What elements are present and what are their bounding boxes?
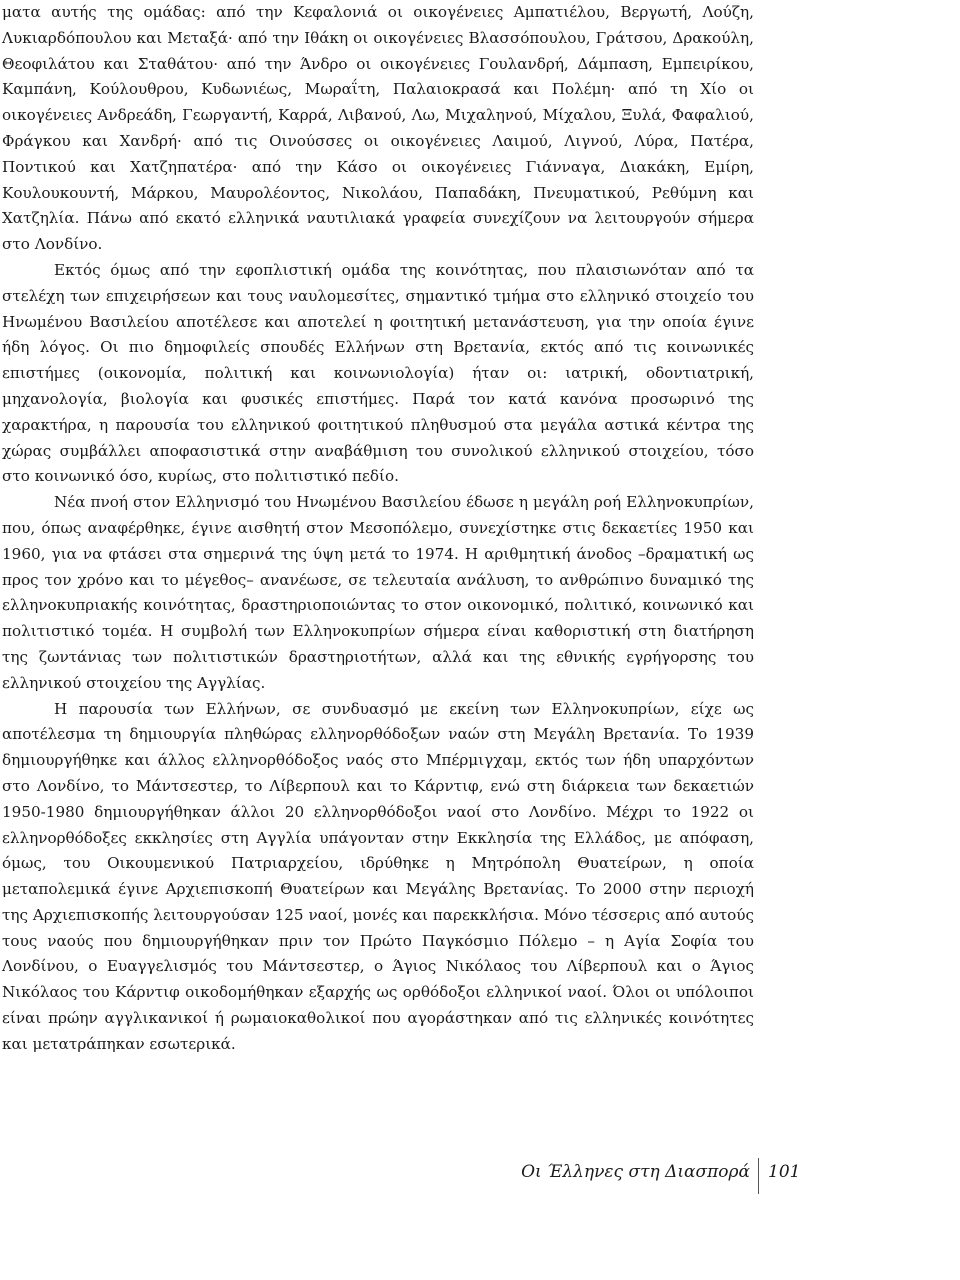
paragraph-2: Εκτός όμως από την εφοπλιστική ομάδα της κοινότητας, που πλαισιωνόταν από τα στελέχη των επιχειρήσεων και τους ναυλομεσίτες, σημαντικό τμήμα στο ελληνικό στοιχείο του Ηνωμένου Βασιλείου αποτέλεσε και αποτελεί η φοιτητική μετανάστευση, για την οποία έγινε ήδη λόγος. Οι πιο δημοφιλείς σπουδές Ελλήνων στη Βρετανία, εκτός από τις κοινωνικές επιστήμες (οικονομία, πολιτική και κοινωνιολογία) ήταν οι: ιατρική, οδοντιατρική, μηχανολογία, βιολογία και φυσικές επιστήμες. Παρά τον κατά κανόνα προσωρινό της χαρακτήρα, η παρουσία του ελληνικού φοιτητικού πληθυσμού στα μεγάλα αστικά κέντρα της χώρας συμβάλλει αποφασιστικά στην αναβάθμιση του συνολικού ελληνικού στοιχείου, τόσο στο κοινωνικό όσο, κυρίως, στο πολιτιστικό πεδίο. <box>2 260 754 486</box>
page-footer <box>0 1158 960 1198</box>
footer-divider <box>758 1158 759 1194</box>
paragraph-4: Η παρουσία των Ελλήνων, σε συνδυασμό με εκείνη των Ελληνοκυπρίων, είχε ως αποτέλεσμα τη δημιουργία πληθώρας ελληνορθόδοξων ναών στη Μεγάλη Βρετανία. Το 1939 δημιουργήθηκε και άλλος ελληνορθόδοξος ναός στο Μπέρμιγχαμ, εκτός των ήδη υπαρχόντων στο Λονδίνο, το Μάντσεστερ, το Λίβερπουλ και το Κάρντιφ, ενώ στη διάρκεια των δεκαετιών 1950-1980 δημιουργήθηκαν άλλοι 20 ελληνορθόδοξοι ναοί στο Λονδίνο. Μέχρι το 1922 οι ελληνορθόδοξες εκκλησίες στη Αγγλία υπάγονταν στην Εκκλησία της Ελλάδος, με απόφαση, όμως, του Οικουμενικού Πατριαρχείου, ιδρύθηκε η Μητρόπολη Θυατείρων, η οποία μεταπολεμικά έγινε Αρχιεπισκοπή Θυατείρων και Μεγάλης Βρετανίας. Το 2000 στην περιοχή της Αρχιεπισκοπής λειτουργούσαν 125 ναοί, μονές και παρεκκλήσια. Μόνο τέσσερις από αυτούς τους ναούς που δημιουργήθηκαν πριν τον Πρώτο Παγκόσμιο Πόλεμο – η Αγία Σοφία του Λονδίνου, ο Ευαγγελισμός του Μάντσεστερ, ο Άγιος Νικόλαος του Λίβερπουλ και ο Άγιος Νικόλαος του Κάρντιφ οικοδομήθηκαν εξαρχής ως ορθόδοξοι ελληνικοί ναοί. Όλοι οι υπόλοιποι είναι πρώην αγγλικανικοί ή ρωμαιοκαθολικοί που αγοράστηκαν από τις ελληνικές κοινότητες και μετατράπηκαν εσωτερικά. <box>2 699 754 1053</box>
page-number: 101 <box>768 1162 801 1182</box>
body-text <box>2 0 754 1058</box>
paragraph-1: ματα αυτής της ομάδας: από την Κεφαλονιά οι οικογένειες Αμπατιέλου, Βεργωτή, Λούζη, Λυκιαρδόπουλου και Μεταξά· από την Ιθάκη οι οικογένειες Βλασσόπουλου, Γράτσου, Δρακούλη, Θεοφιλάτου και Σταθάτου· από την Άνδρο οι οικογένειες Γουλανδρή, Δάμπαση, Εμπειρίκου, Καμπάνη, Κούλουθρου, Κυδωνιέως, Μωραΐτη, Παλαιοκρασά και Πολέμη· από τη Χίο οι οικογένειες Ανδρεάδη, Γεωργαντή, Καρρά, Λιβανού, Λω, Μιχαληνού, Μίχαλου, Ξυλά, Φαφαλιού, Φράγκου και Χανδρή· από τις Οινούσσες οι οικογένειες Λαιμού, Λιγνού, Λύρα, Πατέρα, Ποντικού και Χατζηπατέρα· από την Κάσο οι οικογένειες Γιάνναγα, Διακάκη, Εμίρη, Κουλουκουντή, Μάρκου, Μαυρολέοντος, Νικολάου, Παπαδάκη, Πνευματικού, Ρεθύμνη και Χατζηλία. Πάνω από εκατό ελληνικά ναυτιλιακά γραφεία συνεχίζουν να λειτουργούν σήμερα στο Λονδίνο. <box>2 3 754 254</box>
running-title: Οι Έλληνες στη Διασπορά <box>521 1162 750 1182</box>
paragraph-3: Νέα πνοή στον Ελληνισμό του Ηνωμένου Βασιλείου έδωσε η μεγάλη ροή Ελληνοκυπρίων, που, όπως αναφέρθηκε, έγινε αισθητή στον Μεσοπόλεμο, συνεχίστηκε στις δεκαετίες 1950 και 1960, για να φτάσει στα σημερινά της ύψη μετά το 1974. Η αριθμητική άνοδος –δραματική ως προς τον χρόνο και το μέγεθος– ανανέωσε, σε τελευταία ανάλυση, το ανθρώπινο δυναμικό της ελληνοκυπριακής κοινότητας, δραστηριοποιώντας το στον οικονομικό, πολιτικό, κοινωνικό και πολιτιστικό τομέα. Η συμβολή των Ελληνοκυπρίων σήμερα είναι καθοριστική στη διατήρηση της ζωντάνιας των πολιτιστικών δραστηριοτήτων, αλλά και της εθνικής εγρήγορσης του ελληνικού στοιχείου της Αγγλίας. <box>2 493 754 692</box>
